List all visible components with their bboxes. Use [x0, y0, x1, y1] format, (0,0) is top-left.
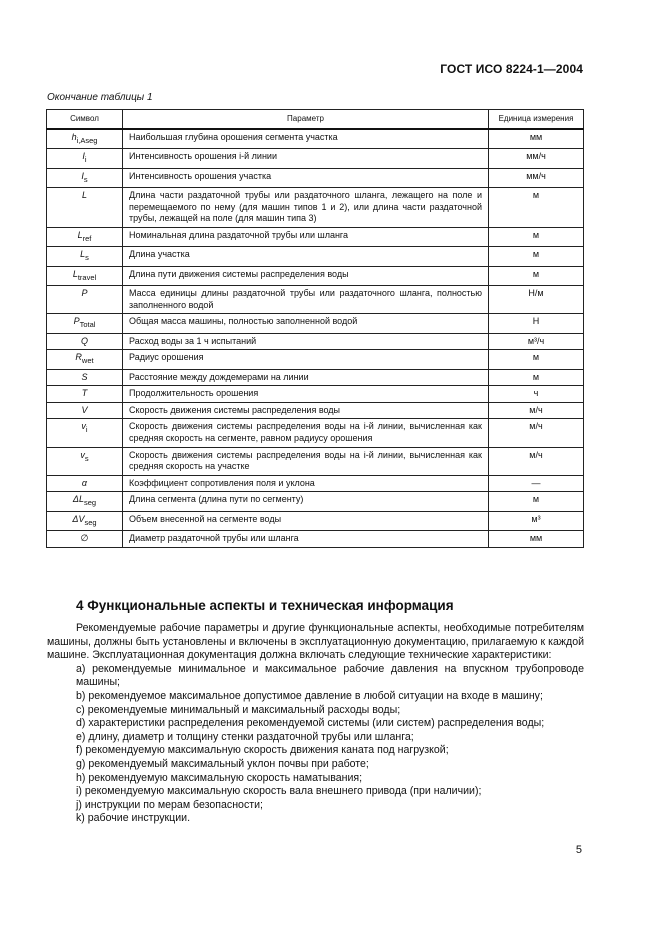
table-caption: Окончание таблицы 1	[47, 92, 153, 103]
list-item: i) рекомендуемую максимальную скорость вала внешнего привода (при наличии);	[76, 785, 482, 798]
symbol-subscript: i	[84, 155, 87, 165]
parameter-cell: Расход воды за 1 ч испытаний	[123, 333, 489, 350]
symbol-cell	[47, 129, 123, 149]
list-item: j) инструкции по мерам безопасности;	[76, 798, 263, 811]
parameter-cell: Объем внесенной на сегменте воды	[123, 511, 489, 530]
symbol-cell	[47, 333, 123, 350]
symbol-subscript: i	[85, 425, 88, 435]
symbol-cell	[47, 386, 123, 403]
parameter-cell: Интенсивность орошения i-й линии	[123, 149, 489, 168]
symbol-cell	[47, 350, 123, 369]
table-row	[47, 350, 584, 369]
symbol-cell	[47, 247, 123, 266]
parameter-cell: Интенсивность орошения участка	[123, 168, 489, 187]
unit-cell: м	[489, 369, 584, 386]
symbol-main: I	[81, 170, 84, 181]
table-row	[47, 168, 584, 187]
parameter-cell: Радиус орошения	[123, 350, 489, 369]
symbol-cell	[47, 168, 123, 187]
symbol-subscript: seg	[83, 498, 97, 508]
requirements-list	[47, 663, 584, 826]
symbol-subscript: ref	[82, 233, 92, 243]
unit-cell: мм	[489, 531, 584, 548]
table-row	[47, 511, 584, 530]
table-row	[47, 286, 584, 314]
table-row	[47, 129, 584, 149]
column-header-unit: Единица измерения	[489, 110, 584, 130]
unit-cell: м³/ч	[489, 333, 584, 350]
symbol-cell	[47, 419, 123, 447]
unit-cell: м	[489, 266, 584, 285]
parameter-cell: Продолжительность орошения	[123, 386, 489, 403]
symbol-cell	[47, 447, 123, 475]
table-row	[47, 369, 584, 386]
unit-cell: мм/ч	[489, 168, 584, 187]
symbol-subscript: Total	[79, 320, 96, 330]
symbol-subscript: wet	[81, 356, 94, 366]
symbol-main: v	[80, 449, 85, 460]
list-item: e) длину, диаметр и толщину стенки раздаточной трубы или шланга;	[76, 730, 414, 743]
unit-cell: мм	[489, 129, 584, 149]
symbol-main: P	[81, 288, 88, 299]
table-row	[47, 227, 584, 246]
symbol-main: R	[75, 352, 82, 363]
symbol-cell	[47, 286, 123, 314]
symbol-subscript: i,Aseg	[76, 135, 98, 145]
unit-cell: Н/м	[489, 286, 584, 314]
symbol-main: ∅	[80, 533, 89, 544]
table-row	[47, 247, 584, 266]
parameter-cell: Расстояние между дождемерами на линии	[123, 369, 489, 386]
symbol-subscript: s	[83, 174, 88, 184]
symbol-subscript: s	[85, 253, 89, 263]
symbol-main: I	[82, 151, 85, 162]
unit-cell: —	[489, 475, 584, 492]
parameter-cell: Коэффициент сопротивления поля и уклона	[123, 475, 489, 492]
table-row	[47, 314, 584, 333]
symbol-main: α	[81, 477, 88, 488]
symbol-cell	[47, 369, 123, 386]
unit-cell: м³	[489, 511, 584, 530]
list-item: f) рекомендуемую максимальную скорость движения каната под нагрузкой;	[76, 744, 449, 757]
symbol-main: L	[81, 190, 87, 201]
symbol-cell	[47, 314, 123, 333]
list-item: g) рекомендуемый максимальный уклон почвы при работе;	[76, 757, 369, 770]
list-item: b) рекомендуемое максимальное допустимое давление в любой ситуации на входе в машину;	[76, 689, 543, 702]
table-row	[47, 531, 584, 548]
symbol-main: T	[81, 388, 88, 399]
parameters-table	[46, 109, 584, 548]
page-number: 5	[575, 844, 582, 856]
unit-cell: м/ч	[489, 402, 584, 419]
symbol-cell	[47, 492, 123, 511]
unit-cell: м	[489, 247, 584, 266]
parameter-cell: Скорость движения системы распределения воды	[123, 402, 489, 419]
table-row	[47, 333, 584, 350]
symbol-main: P	[73, 316, 80, 327]
symbol-subscript: seg	[84, 517, 97, 527]
list-item: c) рекомендуемые минимальный и максимальный расходы воды;	[76, 703, 401, 716]
unit-cell: м	[489, 227, 584, 246]
symbol-subscript: s	[84, 453, 89, 463]
list-item: h) рекомендуемую максимальную скорость наматывания;	[76, 771, 363, 784]
unit-cell: м/ч	[489, 447, 584, 475]
symbol-cell	[47, 266, 123, 285]
table-body	[47, 129, 584, 547]
parameter-cell: Длина участка	[123, 247, 489, 266]
symbol-main: V	[81, 404, 88, 415]
unit-cell: Н	[489, 314, 584, 333]
column-header-parameter: Параметр	[123, 110, 489, 130]
symbol-main: L	[72, 268, 78, 279]
table-row	[47, 475, 584, 492]
symbol-main: L	[80, 249, 86, 260]
column-header-symbol: Символ	[47, 110, 123, 130]
symbol-cell	[47, 511, 123, 530]
symbol-cell	[47, 149, 123, 168]
parameter-cell: Общая масса машины, полностью заполненной водой	[123, 314, 489, 333]
unit-cell: м	[489, 188, 584, 228]
table-row	[47, 447, 584, 475]
table-header-row	[47, 110, 584, 130]
parameter-cell: Масса единицы длины раздаточной трубы или раздаточного шланга, полностью заполненного водой	[123, 286, 489, 314]
symbol-main: ΔL	[72, 494, 84, 505]
symbol-main: L	[77, 229, 83, 240]
parameter-cell: Длина сегмента (длина пути по сегменту)	[123, 492, 489, 511]
unit-cell: ч	[489, 386, 584, 403]
symbol-main: v	[81, 421, 86, 432]
table-row	[47, 402, 584, 419]
unit-cell: м	[489, 492, 584, 511]
symbol-main: S	[81, 371, 88, 382]
section-body	[47, 622, 584, 826]
list-item: a) рекомендуемые минимальное и максимальное рабочие давления на впускном трубопроводе машины;	[76, 662, 584, 689]
unit-cell: м	[489, 350, 584, 369]
parameter-cell: Длина части раздаточной трубы или раздаточного шланга, лежащего на поле и перемещаемого по нему (для машин типов 1 и 2), или длина части раздаточной трубы, лежащей на поле (для машин типа 3)	[123, 188, 489, 228]
table-row	[47, 386, 584, 403]
symbol-cell	[47, 475, 123, 492]
document-code: ГОСТ ИСО 8224-1—2004	[440, 62, 583, 76]
parameter-cell: Скорость движения системы распределения воды на i-й линии, вычисленная как средняя скорость на участке	[123, 447, 489, 475]
parameter-cell: Диаметр раздаточной трубы или шланга	[123, 531, 489, 548]
table-row	[47, 188, 584, 228]
parameter-cell: Наибольшая глубина орошения сегмента участка	[123, 129, 489, 149]
parameter-cell: Номинальная длина раздаточной трубы или шланга	[123, 227, 489, 246]
table-row	[47, 492, 584, 511]
section-heading: 4 Функциональные аспекты и техническая информация	[76, 598, 454, 613]
list-item: d) характеристики распределения рекомендуемой системы (или систем) распределения воды;	[76, 717, 545, 730]
table-row	[47, 266, 584, 285]
symbol-cell	[47, 188, 123, 228]
parameter-cell: Скорость движения системы распределения воды на i-й линии, вычисленная как средняя скорость на сегменте, равном радиусу орошения	[123, 419, 489, 447]
parameter-cell: Длина пути движения системы распределения воды	[123, 266, 489, 285]
symbol-cell	[47, 402, 123, 419]
symbol-main: Q	[80, 335, 88, 346]
table-row	[47, 419, 584, 447]
unit-cell: м/ч	[489, 419, 584, 447]
symbol-main: h	[71, 132, 77, 142]
unit-cell: мм/ч	[489, 149, 584, 168]
section-intro: Рекомендуемые рабочие параметры и другие функциональные аспекты, необходимые потребителям машины, должны быть установлены и включены в эксплуатационную документацию, прилагаемую к каждой машине. Эксплуатационная документация должна включать следующие технические характеристики:	[47, 622, 584, 662]
table-row	[47, 149, 584, 168]
symbol-subscript: travel	[77, 272, 97, 282]
list-item: k) рабочие инструкции.	[76, 812, 191, 825]
symbol-main: ΔV	[72, 513, 85, 524]
symbol-cell	[47, 227, 123, 246]
symbol-cell	[47, 531, 123, 548]
